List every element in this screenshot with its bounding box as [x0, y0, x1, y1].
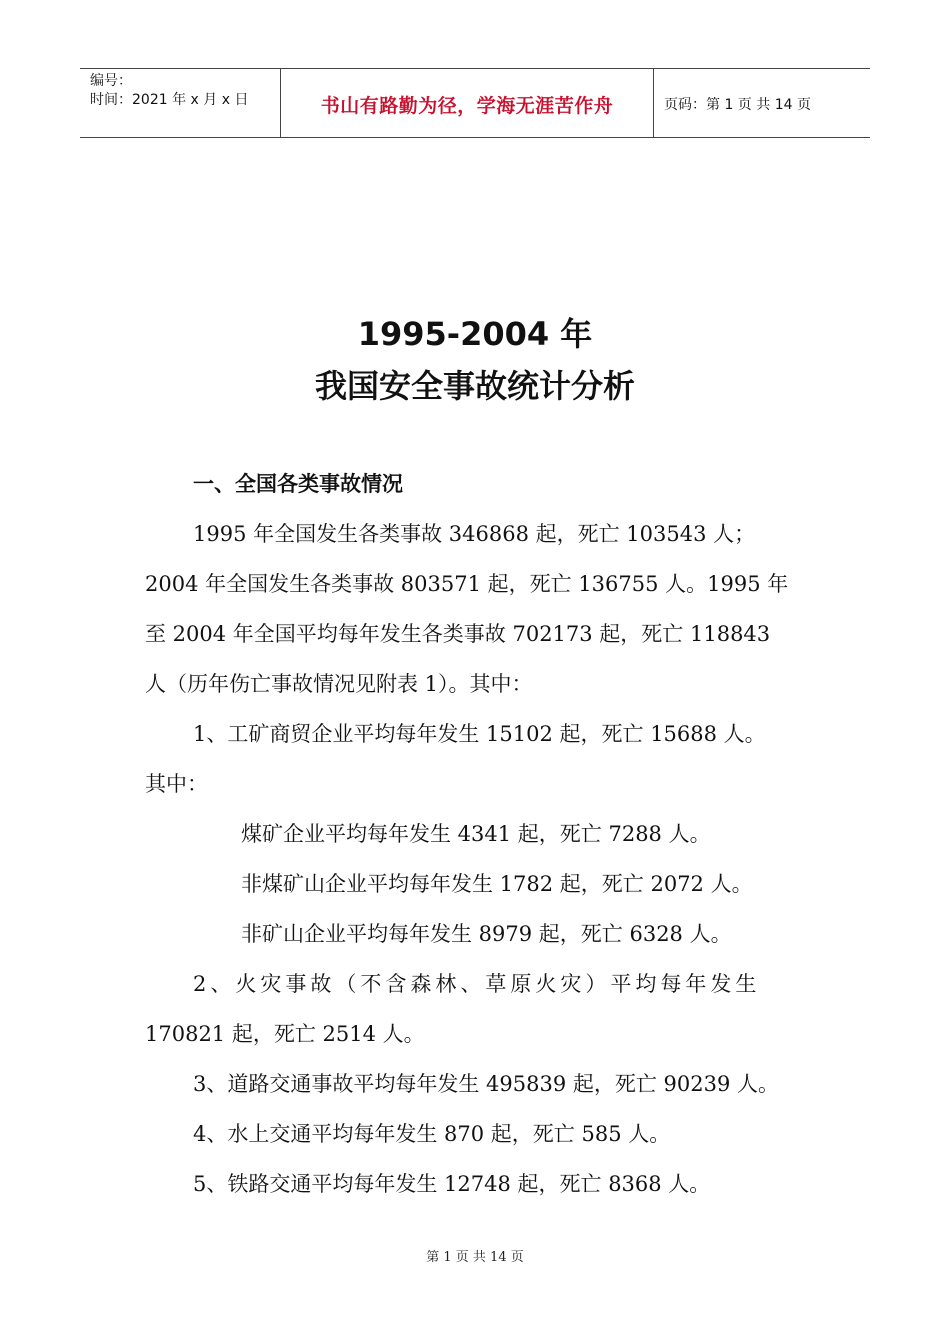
document-date-label: 时间：2021 年 x 月 x 日	[90, 92, 249, 108]
paragraph-line: 人（历年伤亡事故情况见附表 1）。其中：	[145, 672, 533, 696]
page-footer-number: 第 1 页 共 14 页	[426, 1250, 524, 1265]
document-number-label: 编号：	[90, 73, 132, 89]
paragraph-line: 至 2004 年全国平均每年发生各类事故 702173 起，死亡 118843	[145, 622, 771, 646]
paragraph-line: 1995 年全国发生各类事故 346868 起，死亡 103543 人；	[193, 522, 756, 546]
header-page-number: 页码：第 1 页 共 14 页	[664, 97, 811, 113]
paragraph-line: 非煤矿山企业平均每年发生 1782 起，死亡 2072 人。	[241, 872, 753, 896]
paragraph-line: 4、水上交通平均每年发生 870 起，死亡 585 人。	[193, 1122, 671, 1146]
paragraph-line: 煤矿企业平均每年发生 4341 起，死亡 7288 人。	[241, 822, 711, 846]
paragraph-line: 1、工矿商贸企业平均每年发生 15102 起，死亡 15688 人。	[193, 722, 766, 746]
paragraph-line: 5、铁路交通平均每年发生 12748 起，死亡 8368 人。	[193, 1172, 711, 1196]
paragraph-line: 2004 年全国发生各类事故 803571 起，死亡 136755 人。1995 年	[145, 572, 789, 596]
paragraph-line: 非矿山企业平均每年发生 8979 起，死亡 6328 人。	[241, 922, 732, 946]
document-title: 我国安全事故统计分析	[314, 367, 635, 405]
header-motto-cell	[281, 69, 654, 137]
header-meta-cell	[80, 69, 281, 137]
header-motto: 书山有路勤为径，学海无涯苦作舟	[320, 95, 614, 117]
page-header	[80, 68, 870, 138]
paragraph-line: 3、道路交通事故平均每年发生 495839 起，死亡 90239 人。	[193, 1072, 780, 1096]
section-heading: 一、全国各类事故情况	[193, 472, 403, 496]
paragraph-line: 170821 起，死亡 2514 人。	[145, 1022, 425, 1046]
document-title-year: 1995-2004 年	[357, 315, 593, 353]
paragraph-line: 2、火灾事故（不含森林、草原火灾）平均每年发生	[193, 972, 761, 996]
paragraph-line: 其中：	[145, 772, 208, 796]
header-page-cell	[654, 69, 870, 137]
